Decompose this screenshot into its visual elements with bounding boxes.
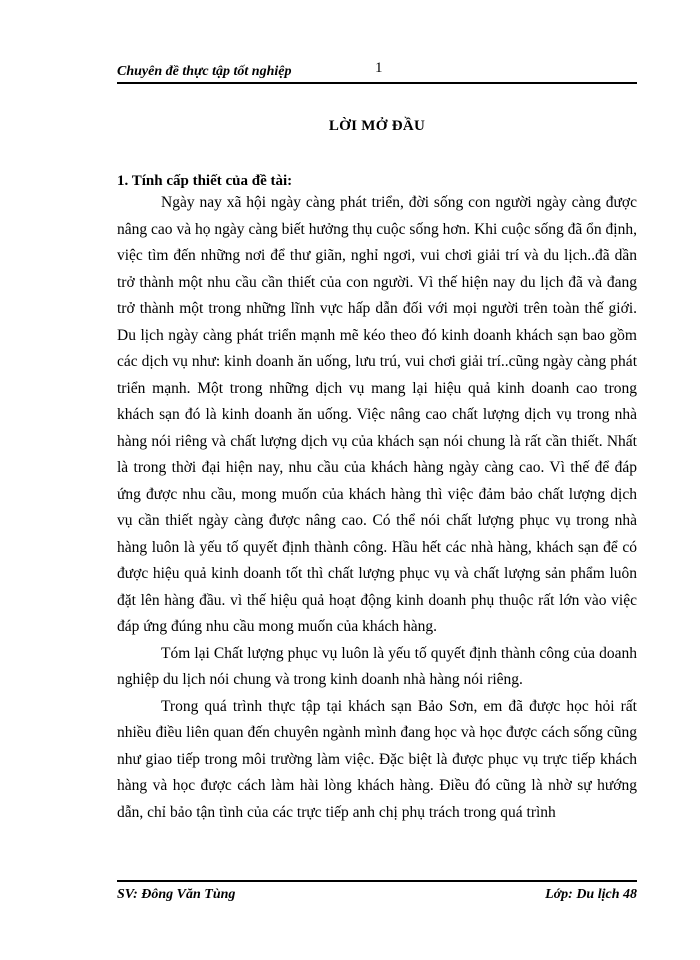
page-number: 1 xyxy=(375,60,383,76)
paragraph-2: Tóm lại Chất lượng phục vụ luôn là yếu tố quyết định thành công của doanh nghiệp du lịch nói chung và trong kinh doanh nhà hàng nói riêng. xyxy=(117,644,637,688)
paragraph-1: Ngày nay xã hội ngày càng phát triển, đời sống con người ngày càng được nâng cao và họ ngày càng biết hưởng thụ cuộc sống hơn. Khi cuộc sống đã ổn định, việc tìm đến những nơi để thư giãn, nghỉ ngơi, vui chơi giải trí và du lịch..đã dần trở thành một nhu cầu cần thiết của con người. Vì thế hiện nay du lịch đã và đang trở thành một trong những lĩnh vực hấp dẫn đối với mọi người trên toàn thế giới. Du lịch ngày càng phát triển mạnh mẽ kéo theo đó kinh doanh khách sạn bao gồm các dịch vụ như: kinh doanh ăn uống, lưu trú, vui chơi giải trí..cũng ngày càng phát triển mạnh. Một trong những dịch vụ mang lại hiệu quả kinh doanh cao trong khách sạn đó là kinh doanh ăn uống. Việc nâng cao chất lượng dịch vụ trong nhà hàng nói riêng và chất lượng dịch vụ của khách sạn nói chung là rất cần thiết. Nhất là trong thời đại hiện nay, nhu cầu của khách hàng ngày càng cao. Vì thế để đáp ứng được nhu cầu, mong muốn của khách hàng thì việc đảm bảo chất lượng dịch vụ cần thiết ngày càng được nâng cao. Có thể nói chất lượng phục vụ trong nhà hàng luôn là yếu tố quyết định thành công. Hầu hết các nhà hàng, khách sạn để có được hiệu quả kinh doanh tốt thì chất lượng phục vụ và chất lượng sản phẩm luôn đặt lên hàng đầu. vì thế hiệu quả hoạt động kinh doanh phụ thuộc rất lớn vào việc đáp ứng đúng nhu cầu mong muốn của khách hàng. xyxy=(117,194,637,635)
header-title: Chuyên đề thực tập tốt nghiệp xyxy=(117,64,292,79)
section-heading: 1. Tính cấp thiết của đề tài: xyxy=(117,173,293,189)
document-title: LỜI MỞ ĐẦU xyxy=(328,118,426,134)
footer-class: Lớp: Du lịch 48 xyxy=(545,887,637,902)
paragraph-3: Trong quá trình thực tập tại khách sạn Bảo Sơn, em đã được học hỏi rất nhiều điều liên quan đến chuyên ngành mình đang học và học được cách sống cũng như giao tiếp trong môi trường làm việc. Đặc biệt là được phục vụ trực tiếp khách hàng và học được cách làm hài lòng khách hàng. Điều đó cũng là nhờ sự hướng dẫn, chỉ bảo tận tình của các trực tiếp anh chị phụ trách trong quá trình xyxy=(117,697,637,821)
header-divider xyxy=(117,82,637,84)
footer-divider xyxy=(117,880,637,882)
footer-student: SV: Đông Văn Tùng xyxy=(117,887,236,902)
body-text xyxy=(117,190,637,826)
page-header xyxy=(117,58,637,84)
